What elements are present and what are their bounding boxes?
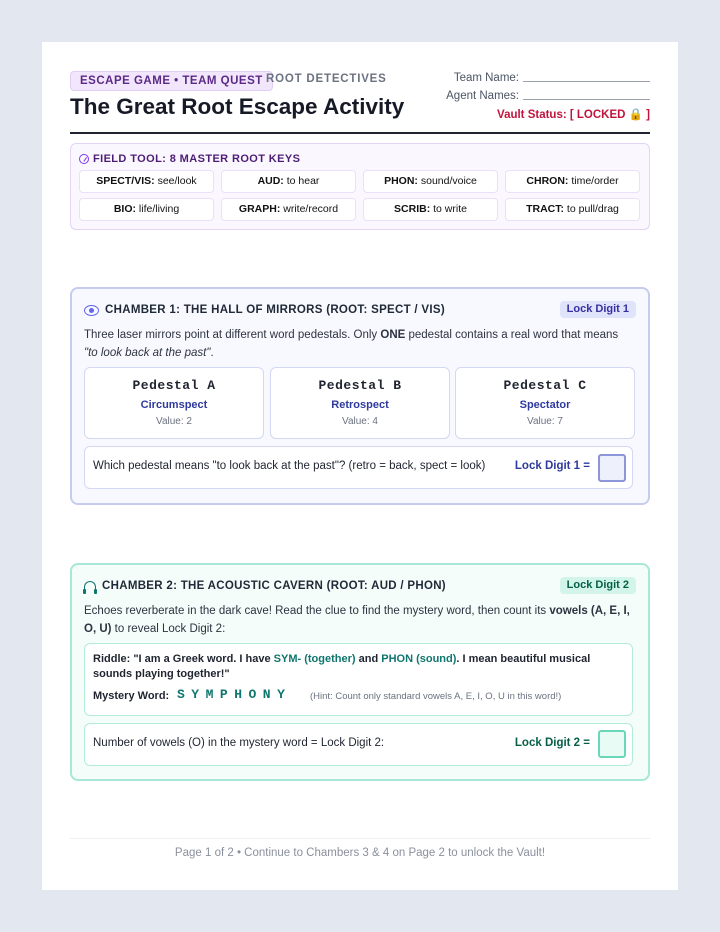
page-footer: Page 1 of 2 • Continue to Chambers 3 & 4 on Page 2 to unlock the Vault!	[174, 847, 546, 859]
team-name-label: Team Name:	[453, 72, 519, 84]
chamber-1-panel	[70, 287, 650, 505]
team-name-field[interactable]	[454, 72, 650, 84]
field-tool-panel	[70, 143, 650, 230]
mystery-word: SYMPHONY	[177, 687, 292, 702]
chamber-2-title: CHAMBER 2: THE ACOUSTIC CAVERN (ROOT: AUD / PHON)	[102, 580, 446, 592]
chamber-1-heading	[84, 304, 445, 316]
lock-digit-1-badge: Lock Digit 1	[560, 301, 636, 318]
pedestal-name: Pedestal C	[503, 378, 587, 393]
footer-divider	[70, 838, 650, 839]
pedestal-value: Value: 7	[527, 416, 563, 427]
headphones-icon	[84, 581, 96, 591]
eye-icon	[84, 305, 99, 316]
agent-names-line[interactable]	[523, 99, 650, 100]
compass-icon	[79, 154, 89, 164]
lock-digit-2-input[interactable]	[598, 730, 626, 758]
game-tag: ESCAPE GAME • TEAM QUEST	[70, 71, 273, 91]
field-tool-heading	[79, 153, 300, 165]
root-key: BIO: life/living	[79, 198, 214, 221]
chamber-2-description: Echoes reverberate in the dark cave! Read the clue to find the mystery word, then count its vowels (A, E, I, O, U) to reveal Lock Digit 2:	[84, 605, 630, 635]
lock-digit-2-badge: Lock Digit 2	[560, 577, 636, 594]
header-divider	[70, 132, 650, 134]
chamber-2-question	[84, 723, 633, 766]
question-text: Number of vowels (O) in the mystery word = Lock Digit 2:	[93, 737, 385, 749]
pedestal-word: Spectator	[519, 399, 571, 411]
field-tool-title: FIELD TOOL: 8 MASTER ROOT KEYS	[93, 153, 301, 165]
root-key: AUD: to hear	[221, 170, 356, 193]
mystery-word-label: Mystery Word:	[93, 690, 170, 702]
chamber-2-panel	[70, 563, 650, 781]
chamber-1-question	[84, 446, 633, 489]
riddle-box	[84, 643, 633, 716]
chamber-1-title: CHAMBER 1: THE HALL OF MIRRORS (ROOT: SPECT / VIS)	[105, 304, 445, 316]
hint-text: (Hint: Count only standard vowels A, E, I, O, U in this word!)	[310, 691, 562, 702]
page-title: The Great Root Escape Activity	[70, 94, 405, 119]
chamber-2-heading	[84, 580, 446, 592]
root-key: SCRIB: to write	[363, 198, 498, 221]
team-name-line[interactable]	[523, 81, 650, 82]
worksheet-page	[42, 42, 678, 890]
pedestal-card	[84, 367, 264, 439]
subtitle: ROOT DETECTIVES	[266, 73, 387, 85]
root-key: CHRON: time/order	[505, 170, 640, 193]
pedestal-word: Retrospect	[331, 399, 389, 411]
root-key: PHON: sound/voice	[363, 170, 498, 193]
root-key: TRACT: to pull/drag	[505, 198, 640, 221]
agent-names-label: Agent Names:	[446, 90, 519, 102]
root-key: GRAPH: write/record	[221, 198, 356, 221]
pedestal-word: Circumspect	[140, 399, 208, 411]
vault-status: Vault Status: [ LOCKED 🔒 ]	[497, 109, 650, 121]
pedestal-card	[270, 367, 450, 439]
pedestal-value: Value: 2	[156, 416, 192, 427]
pedestal-value: Value: 4	[342, 416, 378, 427]
lock-digit-1-label: Lock Digit 1 =	[514, 460, 590, 472]
question-text: Which pedestal means "to look back at the past"? (retro = back, spect = look)	[93, 460, 486, 472]
agent-names-field[interactable]	[446, 90, 650, 102]
lock-digit-2-label: Lock Digit 2 =	[514, 737, 590, 749]
pedestal-name: Pedestal A	[132, 378, 216, 393]
lock-digit-1-input[interactable]	[598, 454, 626, 482]
riddle-text: Riddle: "I am a Greek word. I have SYM- (together) and PHON (sound). I mean beautiful musical sounds playing together!"	[93, 653, 591, 680]
root-key: SPECT/VIS: see/look	[79, 170, 214, 193]
pedestal-card	[455, 367, 635, 439]
chamber-1-description: Three laser mirrors point at different word pedestals. Only ONE pedestal contains a real word that means "to look back at the past".	[84, 329, 619, 359]
pedestal-name: Pedestal B	[318, 378, 402, 393]
